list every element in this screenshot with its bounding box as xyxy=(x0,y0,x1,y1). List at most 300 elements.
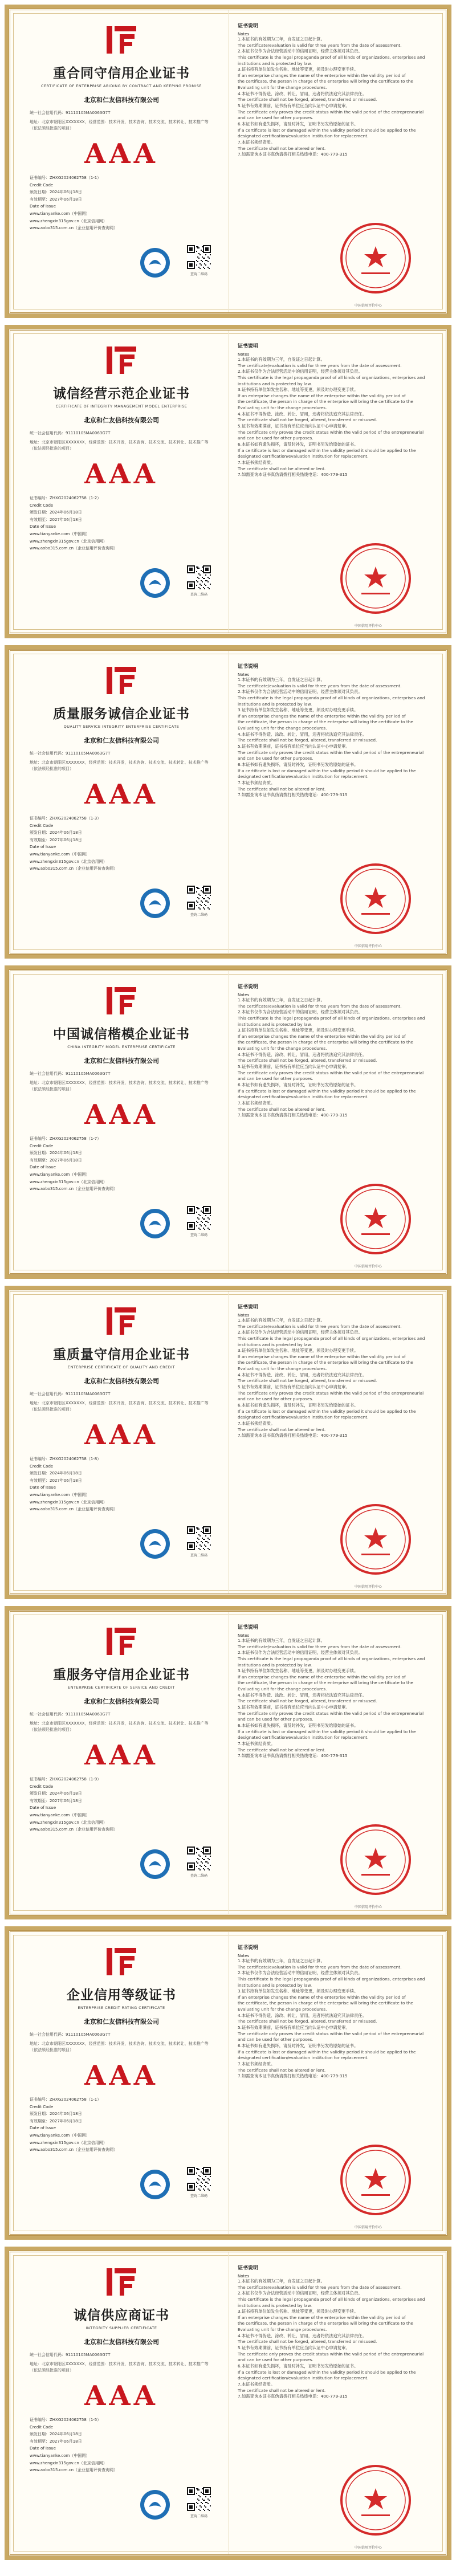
note-line: If an enterprise changes the name of the enterprise within the validity per iod of xyxy=(238,1354,406,1359)
info-line: Date of Issue xyxy=(30,524,56,529)
qr-code-icon xyxy=(187,886,211,910)
info-line: 有效期至：2027年06月18日 xyxy=(30,1157,82,1163)
note-line: If an enterprise changes the name of the enterprise within the validity per iod of xyxy=(238,1674,406,1680)
notes-label: Notes xyxy=(238,352,250,357)
note-line: 6.本证书如有遗失损坏，请及时补发，证明书另发给原始的证书。 xyxy=(238,2363,359,2369)
note-line: the certificate, the person in charge of the enterprise will bring the certificate to the xyxy=(238,1040,413,1045)
qr-label: 查询二维码 xyxy=(190,913,207,917)
info-line: www.aobo315.com.cn（企业信用评价查询网） xyxy=(30,1187,118,1192)
note-line: 3.证书持有单位如发生名称、地址等变更，须及时办理变更手续。 xyxy=(238,1028,359,1033)
certificate-notes xyxy=(228,2252,446,2554)
certificate-info xyxy=(30,1456,213,1513)
seal-icon xyxy=(139,567,171,599)
certificate-title: 诚信供应商证书 xyxy=(74,2308,169,2323)
qr-label: 查询二维码 xyxy=(190,1554,207,1558)
note-line: 7.如需查询本证书真伪请拨打相关热线电话：400-779-315 xyxy=(238,1112,348,1118)
certificate-frame xyxy=(9,1290,447,1595)
certificate-info xyxy=(30,1776,213,1833)
notes-title: 证书说明 xyxy=(238,984,259,990)
info-line: 有效期至：2027年06月18日 xyxy=(30,197,82,202)
info-line: 证书编号：ZHXG2024062758（1-1） xyxy=(30,176,101,180)
info-line: 颁发日期：2024年06月18日 xyxy=(30,2112,82,2117)
note-line: If a certificate is lost or damaged within the validity period it should be applied to the xyxy=(238,127,416,133)
info-line: 证书编号：ZHXG2024062758（1-8） xyxy=(30,1457,101,1461)
info-line: 有效期至：2027年06月18日 xyxy=(30,517,82,522)
qr-label: 查询二维码 xyxy=(190,593,207,597)
note-line: This certificate is the legal propaganda proof of all kinds of organizations, enterprises and institutions and is protected by law. xyxy=(238,1015,425,1027)
certificate-frame xyxy=(9,329,447,634)
note-line: 5.证书有效期满前，证书持有单位应当向认证中心申请复审。 xyxy=(238,103,350,109)
note-line: and can be used for other purposes. xyxy=(238,1396,314,1402)
certificate-subtitle: INTEGRITY SUPPLIER CERTIFICATE xyxy=(85,2326,157,2330)
certificate-frame xyxy=(9,1930,447,2236)
note-line: This certificate is the legal propaganda proof of all kinds of organizations, enterprises and institutions and is protected by law. xyxy=(238,1335,425,1347)
certificate-frame xyxy=(9,969,447,1275)
info-line: 颁发日期：2024年06月18日 xyxy=(30,1471,82,1476)
info-line: www.aobo315.com.cn（企业信用评价查询网） xyxy=(30,2468,118,2473)
note-line: If a certificate is lost or damaged within the validity period it should be applied to the xyxy=(238,1729,416,1734)
certificate-frame xyxy=(9,1610,447,1915)
notes-title: 证书说明 xyxy=(238,1945,259,1951)
note-line: The certificate shall not be forged, altered, transferred or misused. xyxy=(238,2019,377,2024)
certificate-title: 重服务守信用企业证书 xyxy=(53,1667,190,1682)
note-line: The certificate only proves the credit status within the valid period of the entrepreneurial xyxy=(238,1710,424,1716)
company-name: 北京和仁友信科技有限公司 xyxy=(84,1057,159,1065)
business-scope: 地址：北京市朝阳区XXXXXXX，经营范围：技术开发，技术咨询、技术交流、技术转让、技术推广等（依法须经批准的项目） xyxy=(30,2041,209,2052)
note-line: Evaluating unit for the change procedures. xyxy=(238,2327,327,2333)
certificate-front xyxy=(10,971,228,1273)
info-line: Credit Code xyxy=(30,1784,54,1789)
info-line: www.tianyanke.com（中国网） xyxy=(30,2133,90,2138)
certificate-info xyxy=(30,1135,213,1193)
qr-code-icon xyxy=(187,1206,211,1230)
note-line: 4.本证书不得伪造、涂改、转让、冒用，违者将依法追究其法律责任。 xyxy=(238,2012,367,2018)
info-line: www.tianyanke.com（中国网） xyxy=(30,531,90,536)
info-line: Credit Code xyxy=(30,2424,54,2430)
certificate-info xyxy=(30,174,213,232)
note-line: 3.证书持有单位如发生名称、地址等变更，须及时办理变更手续。 xyxy=(238,1988,359,1994)
note-line: 2.本证书仅作为合法经营活动中的信用证明，经营主体须对其负责。 xyxy=(238,689,363,695)
notes-title: 证书说明 xyxy=(238,1625,259,1631)
certificate-notes xyxy=(228,651,446,953)
note-line: the certificate, the person in charge of the enterprise will bring the certificate to the xyxy=(238,79,413,84)
notes-label: Notes xyxy=(238,1633,250,1638)
business-scope: 地址：北京市朝阳区XXXXXXX，经营范围：技术开发，技术咨询、技术交流、技术转让、技术推广等（依法须经批准的项目） xyxy=(30,1081,209,1091)
official-seal-icon xyxy=(339,541,413,616)
company-name: 北京和仁友信科技有限公司 xyxy=(84,96,159,104)
certificate-subtitle: ENTERPRISE CERTIFICATE OF QUALITY AND CREDIT xyxy=(67,1365,176,1369)
note-line: 4.本证书不得伪造、涂改、转让、冒用，违者将依法追究其法律责任。 xyxy=(238,2333,367,2338)
info-line: www.tianyanke.com（中国网） xyxy=(30,851,90,857)
company-name: 北京和仁友信科技有限公司 xyxy=(84,1377,159,1385)
company-name: 北京和仁友信科技有限公司 xyxy=(84,1698,159,1705)
info-line: Credit Code xyxy=(30,2104,54,2109)
notes-label: Notes xyxy=(238,1313,250,1318)
info-line: 颁发日期：2024年06月18日 xyxy=(30,830,82,835)
notes-body xyxy=(238,677,429,798)
cert-logo-icon xyxy=(104,984,139,1018)
note-line: 1.本证书的有效期为三年，自发证之日起计算。 xyxy=(238,2279,325,2284)
notes-body xyxy=(238,1638,429,1759)
certificate-title: 企业信用等级证书 xyxy=(67,1987,176,2003)
company-name: 北京和仁友信科技有限公司 xyxy=(84,2338,159,2346)
note-line: This certificate is the legal propaganda proof of all kinds of organizations, enterprises and institutions and is protected by law. xyxy=(238,695,425,707)
certificate-frame xyxy=(9,9,447,314)
notes-body xyxy=(238,357,429,478)
certificate-info xyxy=(30,815,213,873)
info-line: Date of Issue xyxy=(30,1805,56,1811)
info-line: Credit Code xyxy=(30,823,54,828)
credit-code: 统一社会信用代码：91110105MA0063G7T xyxy=(30,2032,111,2037)
notes-title: 证书说明 xyxy=(238,1305,259,1310)
note-line: 6.本证书如有遗失损坏，请及时补发，证明书另发给原始的证书。 xyxy=(238,2043,359,2048)
note-line: The certificate only proves the credit status within the valid period of the entrepreneurial xyxy=(238,749,424,755)
note-line: The certificate shall not be altered or lent. xyxy=(238,1747,326,1752)
note-line: The certificate/evaluation is valid for three years from the date of assessment. xyxy=(238,683,402,688)
qr-code-icon xyxy=(187,2487,211,2511)
business-scope: 地址：北京市朝阳区XXXXXXX，经营范围：技术开发，技术咨询、技术交流、技术转让、技术推广等（依法须经批准的项目） xyxy=(30,2362,209,2373)
info-line: www.aobo315.com.cn（企业信用评价查询网） xyxy=(30,866,118,871)
note-line: 7.本证书须经资质。 xyxy=(238,2061,275,2066)
note-line: 2.本证书仅作为合法经营活动中的信用证明，经营主体须对其负责。 xyxy=(238,369,363,374)
note-line: designated certification/evaluation institution for replacement. xyxy=(238,774,369,780)
seal-icon xyxy=(139,1528,171,1560)
certificate-frame xyxy=(9,649,447,955)
rating-aaa: AAA xyxy=(84,1099,158,1131)
note-line: 4.本证书不得伪造、涂改、转让、冒用，违者将依法追究其法律责任。 xyxy=(238,731,367,737)
cert-logo-icon xyxy=(104,1945,139,1979)
note-line: If an enterprise changes the name of the enterprise within the validity per iod of xyxy=(238,713,406,719)
credit-code: 统一社会信用代码：91110105MA0063G7T xyxy=(30,431,111,435)
certificate-front xyxy=(10,10,228,312)
business-scope: 地址：北京市朝阳区XXXXXXX，经营范围：技术开发，技术咨询、技术交流、技术转让、技术推广等（依法须经批准的项目） xyxy=(30,1401,209,1412)
certificate-notes xyxy=(228,971,446,1273)
note-line: The certificate/evaluation is valid for three years from the date of assessment. xyxy=(238,1003,402,1009)
note-line: 7.本证书须经资质。 xyxy=(238,459,275,465)
certificate xyxy=(5,1286,451,1599)
info-line: 有效期至：2027年06月18日 xyxy=(30,2439,82,2444)
note-line: 3.证书持有单位如发生名称、地址等变更，须及时办理变更手续。 xyxy=(238,67,359,72)
info-line: www.tianyanke.com（中国网） xyxy=(30,1812,90,1817)
note-line: The certificate/evaluation is valid for three years from the date of assessment. xyxy=(238,362,402,368)
certificate xyxy=(5,1606,451,1919)
notes-title: 证书说明 xyxy=(238,344,259,349)
note-line: 7.本证书须经资质。 xyxy=(238,1100,275,1106)
notes-label: Notes xyxy=(238,672,250,677)
note-line: If an enterprise changes the name of the enterprise within the validity per iod of xyxy=(238,2314,406,2320)
qr-label: 查询二维码 xyxy=(190,272,207,276)
info-line: 颁发日期：2024年06月18日 xyxy=(30,2432,82,2437)
info-line: www.zhengxin315gov.cn（北京信用网） xyxy=(30,1179,107,1184)
certificate xyxy=(5,325,451,638)
issuer-name: 中国信用评价中心 xyxy=(354,1905,382,1909)
note-line: The certificate shall not be forged, altered, transferred or misused. xyxy=(238,1378,377,1384)
note-line: The certificate only proves the credit status within the valid period of the entrepreneurial xyxy=(238,2351,424,2357)
note-line: The certificate shall not be forged, altered, transferred or misused. xyxy=(238,1058,377,1063)
issuer-name: 中国信用评价中心 xyxy=(354,944,382,948)
info-line: www.zhengxin315gov.cn（北京信用网） xyxy=(30,1499,107,1505)
qr-label: 查询二维码 xyxy=(190,1874,207,1878)
info-line: Date of Issue xyxy=(30,1485,56,1490)
note-line: designated certification/evaluation institution for replacement. xyxy=(238,454,369,459)
certificate xyxy=(5,1926,451,2240)
note-line: 4.本证书不得伪造、涂改、转让、冒用，违者将依法追究其法律责任。 xyxy=(238,91,367,96)
note-line: 5.证书有效期满前，证书持有单位应当向认证中心申请复审。 xyxy=(238,2025,350,2031)
note-line: This certificate is the legal propaganda proof of all kinds of organizations, enterprises and institutions and is protected by law. xyxy=(238,2296,425,2308)
info-line: www.zhengxin315gov.cn（北京信用网） xyxy=(30,218,107,223)
certificate-notes xyxy=(228,1291,446,1593)
note-line: The certificate shall not be altered or lent. xyxy=(238,786,326,792)
qr-code-icon xyxy=(187,1847,211,1870)
official-seal-icon xyxy=(339,221,413,295)
notes-body xyxy=(238,36,429,158)
note-line: designated certification/evaluation institution for replacement. xyxy=(238,1735,369,1741)
info-line: 证书编号：ZHXG2024062758（1-5） xyxy=(30,2418,101,2422)
note-line: 6.本证书如有遗失损坏，请及时补发，证明书另发给原始的证书。 xyxy=(238,121,359,127)
info-line: www.zhengxin315gov.cn（北京信用网） xyxy=(30,539,107,544)
seal-icon xyxy=(139,1848,171,1880)
certificate-title: 重质量守信用企业证书 xyxy=(53,1347,190,1362)
note-line: 2.本证书仅作为合法经营活动中的信用证明，经营主体须对其负责。 xyxy=(238,2290,363,2296)
certificate-front xyxy=(10,1291,228,1593)
note-line: 3.证书持有单位如发生名称、地址等变更，须及时办理变更手续。 xyxy=(238,707,359,713)
rating-aaa: AAA xyxy=(84,1419,158,1451)
note-line: The certificate shall not be altered or lent. xyxy=(238,2067,326,2073)
certificate xyxy=(5,645,451,959)
info-line: www.zhengxin315gov.cn（北京信用网） xyxy=(30,2460,107,2465)
notes-title: 证书说明 xyxy=(238,23,259,29)
certificate-front xyxy=(10,651,228,953)
note-line: 2.本证书仅作为合法经营活动中的信用证明，经营主体须对其负责。 xyxy=(238,1009,363,1015)
note-line: 7.如需查询本证书真伪请拨打相关热线电话：400-779-315 xyxy=(238,152,348,157)
credit-code: 统一社会信用代码：91110105MA0063G7T xyxy=(30,111,111,115)
issuer-name: 中国信用评价中心 xyxy=(354,2226,382,2229)
note-line: This certificate is the legal propaganda proof of all kinds of organizations, enterprises and institutions and is protected by law. xyxy=(238,374,425,386)
note-line: the certificate, the person in charge of the enterprise will bring the certificate to the xyxy=(238,719,413,725)
note-line: designated certification/evaluation institution for replacement. xyxy=(238,1415,369,1420)
note-line: designated certification/evaluation institution for replacement. xyxy=(238,1094,369,1100)
certificate-subtitle: CERTIFICATE OF ENTERPRISE ABIDING BY CONTRACT AND KEEPING PROMISE xyxy=(41,84,202,88)
note-line: 1.本证书的有效期为三年，自发证之日起计算。 xyxy=(238,357,325,362)
note-line: 7.如需查询本证书真伪请拨打相关热线电话：400-779-315 xyxy=(238,2073,348,2079)
note-line: 7.如需查询本证书真伪请拨打相关热线电话：400-779-315 xyxy=(238,2394,348,2399)
qr-code-icon xyxy=(187,565,211,589)
note-line: the certificate, the person in charge of the enterprise will bring the certificate to the xyxy=(238,2000,413,2006)
note-line: 7.本证书须经资质。 xyxy=(238,2381,275,2387)
note-line: and can be used for other purposes. xyxy=(238,115,314,121)
certificate-subtitle: CERTIFICATE OF INTEGRITY MANAGEMENT MODEL ENTERPRISE xyxy=(55,404,188,409)
info-line: Date of Issue xyxy=(30,204,56,209)
note-line: Evaluating unit for the change procedures. xyxy=(238,405,327,411)
info-line: www.tianyanke.com（中国网） xyxy=(30,211,90,216)
note-line: 7.本证书须经资质。 xyxy=(238,780,275,785)
official-seal-icon xyxy=(339,2143,413,2217)
certificate-notes xyxy=(228,1932,446,2234)
note-line: 6.本证书如有遗失损坏，请及时补发，证明书另发给原始的证书。 xyxy=(238,761,359,767)
notes-body xyxy=(238,1958,429,2080)
rating-aaa: AAA xyxy=(84,138,158,170)
note-line: The certificate shall not be forged, altered, transferred or misused. xyxy=(238,737,377,743)
note-line: 7.如需查询本证书真伪请拨打相关热线电话：400-779-315 xyxy=(238,792,348,798)
certificate-subtitle: CHINA INTEGRITY MODEL ENTERPRISE CERTIFICATE xyxy=(67,1045,176,1049)
info-line: www.tianyanke.com（中国网） xyxy=(30,1492,90,1497)
note-line: 7.如需查询本证书真伪请拨打相关热线电话：400-779-315 xyxy=(238,1433,348,1438)
certificate-title: 重合同守信用企业证书 xyxy=(53,66,190,81)
note-line: and can be used for other purposes. xyxy=(238,1717,314,1722)
note-line: the certificate, the person in charge of the enterprise will bring the certificate to the xyxy=(238,2321,413,2326)
note-line: 5.证书有效期满前，证书持有单位应当向认证中心申请复审。 xyxy=(238,423,350,429)
notes-body xyxy=(238,997,429,1119)
info-line: Date of Issue xyxy=(30,2126,56,2131)
certificate xyxy=(5,965,451,1279)
note-line: 3.证书持有单位如发生名称、地址等变更，须及时办理变更手续。 xyxy=(238,1348,359,1354)
info-line: 证书编号：ZHXG2024062758（1-1） xyxy=(30,2097,101,2102)
certificate-notes xyxy=(228,10,446,312)
note-line: 4.本证书不得伪造、涂改、转让、冒用，违者将依法追究其法律责任。 xyxy=(238,411,367,417)
note-line: This certificate is the legal propaganda proof of all kinds of organizations, enterprises and institutions and is protected by law. xyxy=(238,1656,425,1668)
note-line: The certificate shall not be altered or lent. xyxy=(238,145,326,151)
note-line: 4.本证书不得伪造、涂改、转让、冒用，违者将依法追究其法律责任。 xyxy=(238,1692,367,1698)
note-line: 6.本证书如有遗失损坏，请及时补发，证明书另发给原始的证书。 xyxy=(238,441,359,447)
business-scope: 地址：北京市朝阳区XXXXXXX，经营范围：技术开发，技术咨询、技术交流、技术转让、技术推广等（依法须经批准的项目） xyxy=(30,1721,209,1732)
info-line: Credit Code xyxy=(30,1464,54,1469)
notes-label: Notes xyxy=(238,1954,250,1958)
note-line: If a certificate is lost or damaged within the validity period it should be applied to the xyxy=(238,2049,416,2055)
note-line: The certificate shall not be altered or lent. xyxy=(238,466,326,471)
note-line: 1.本证书的有效期为三年，自发证之日起计算。 xyxy=(238,36,325,42)
credit-code: 统一社会信用代码：91110105MA0063G7T xyxy=(30,2353,111,2357)
company-name: 北京和仁友信科技有限公司 xyxy=(84,737,159,744)
note-line: 6.本证书如有遗失损坏，请及时补发，证明书另发给原始的证书。 xyxy=(238,1082,359,1087)
note-line: 2.本证书仅作为合法经营活动中的信用证明，经营主体须对其负责。 xyxy=(238,1970,363,1976)
note-line: 4.本证书不得伪造、涂改、转让、冒用，违者将依法追究其法律责任。 xyxy=(238,1372,367,1377)
certificate-front xyxy=(10,1612,228,1914)
notes-title: 证书说明 xyxy=(238,664,259,670)
info-line: Credit Code xyxy=(30,1143,54,1148)
note-line: and can be used for other purposes. xyxy=(238,1076,314,1082)
note-line: 1.本证书的有效期为三年，自发证之日起计算。 xyxy=(238,1638,325,1643)
business-scope: 地址：北京市朝阳区XXXXXXX，经营范围：技术开发，技术咨询、技术交流、技术转让、技术推广等（依法须经批准的项目） xyxy=(30,120,209,131)
seal-icon xyxy=(139,2169,171,2200)
notes-body xyxy=(238,1318,429,1439)
note-line: 1.本证书的有效期为三年，自发证之日起计算。 xyxy=(238,677,325,682)
note-line: designated certification/evaluation institution for replacement. xyxy=(238,133,369,139)
issuer-name: 中国信用评价中心 xyxy=(354,624,382,628)
note-line: If an enterprise changes the name of the enterprise within the validity per iod of xyxy=(238,72,406,78)
info-line: 有效期至：2027年06月18日 xyxy=(30,837,82,842)
info-line: www.aobo315.com.cn（企业信用评价查询网） xyxy=(30,1507,118,1512)
note-line: The certificate/evaluation is valid for three years from the date of assessment. xyxy=(238,42,402,48)
official-seal-icon xyxy=(339,2463,413,2537)
note-line: If a certificate is lost or damaged within the validity period it should be applied to the xyxy=(238,1088,416,1094)
cert-logo-icon xyxy=(104,1624,139,1658)
qr-code-icon xyxy=(187,2167,211,2191)
seal-icon xyxy=(139,2489,171,2521)
note-line: 3.证书持有单位如发生名称、地址等变更，须及时办理变更手续。 xyxy=(238,387,359,393)
info-line: 证书编号：ZHXG2024062758（1-2） xyxy=(30,496,101,500)
info-line: www.zhengxin315gov.cn（北京信用网） xyxy=(30,1820,107,1825)
qr-code-icon xyxy=(187,245,211,269)
certificate-info xyxy=(30,2096,213,2154)
credit-code: 统一社会信用代码：91110105MA0063G7T xyxy=(30,1392,111,1396)
note-line: Evaluating unit for the change procedures. xyxy=(238,725,327,731)
note-line: The certificate only proves the credit status within the valid period of the entrepreneurial xyxy=(238,109,424,115)
credit-code: 统一社会信用代码：91110105MA0063G7T xyxy=(30,751,111,756)
rating-aaa: AAA xyxy=(84,2380,158,2412)
info-line: Date of Issue xyxy=(30,2446,56,2451)
credit-code: 统一社会信用代码：91110105MA0063G7T xyxy=(30,1712,111,1717)
note-line: designated certification/evaluation institution for replacement. xyxy=(238,2055,369,2061)
issuer-name: 中国信用评价中心 xyxy=(354,304,382,308)
note-line: Evaluating unit for the change procedures. xyxy=(238,85,327,91)
note-line: and can be used for other purposes. xyxy=(238,2037,314,2043)
notes-body xyxy=(238,2279,429,2400)
certificate-front xyxy=(10,1932,228,2234)
note-line: 7.本证书须经资质。 xyxy=(238,139,275,145)
note-line: The certificate shall not be forged, altered, transferred or misused. xyxy=(238,1698,377,1704)
official-seal-icon xyxy=(339,862,413,936)
note-line: The certificate only proves the credit status within the valid period of the entrepreneurial xyxy=(238,1070,424,1075)
note-line: This certificate is the legal propaganda proof of all kinds of organizations, enterprises and institutions and is protected by law. xyxy=(238,54,425,66)
info-line: 有效期至：2027年06月18日 xyxy=(30,1798,82,1803)
note-line: 7.如需查询本证书真伪请拨打相关热线电话：400-779-315 xyxy=(238,472,348,478)
note-line: 7.如需查询本证书真伪请拨打相关热线电话：400-779-315 xyxy=(238,1753,348,1759)
note-line: The certificate only proves the credit status within the valid period of the entrepreneurial xyxy=(238,1390,424,1396)
note-line: 5.证书有效期满前，证书持有单位应当向认证中心申请复审。 xyxy=(238,1384,350,1390)
notes-label: Notes xyxy=(238,32,250,36)
note-line: 1.本证书的有效期为三年，自发证之日起计算。 xyxy=(238,1318,325,1323)
cert-logo-icon xyxy=(104,663,139,698)
note-line: and can be used for other purposes. xyxy=(238,756,314,761)
cert-logo-icon xyxy=(104,2265,139,2299)
certificate xyxy=(5,2247,451,2560)
qr-code-icon xyxy=(187,1526,211,1550)
certificate-frame xyxy=(9,2251,447,2556)
company-name: 北京和仁友信科技有限公司 xyxy=(84,2018,159,2025)
seal-icon xyxy=(139,887,171,919)
note-line: 2.本证书仅作为合法经营活动中的信用证明，经营主体须对其负责。 xyxy=(238,48,363,54)
info-line: 有效期至：2027年06月18日 xyxy=(30,2118,82,2123)
certificate-title: 质量服务诚信企业证书 xyxy=(53,706,190,722)
info-line: www.aobo315.com.cn（企业信用评价查询网） xyxy=(30,2147,118,2153)
note-line: Evaluating unit for the change procedures. xyxy=(238,1686,327,1692)
note-line: The certificate shall not be altered or lent. xyxy=(238,1426,326,1432)
info-line: 证书编号：ZHXG2024062758（1-3） xyxy=(30,816,101,821)
official-seal-icon xyxy=(339,1502,413,1576)
note-line: the certificate, the person in charge of the enterprise will bring the certificate to the xyxy=(238,1680,413,1686)
note-line: The certificate/evaluation is valid for three years from the date of assessment. xyxy=(238,1323,402,1329)
note-line: The certificate shall not be forged, altered, transferred or misused. xyxy=(238,97,377,103)
info-line: www.aobo315.com.cn（企业信用评价查询网） xyxy=(30,226,118,231)
info-line: www.tianyanke.com（中国网） xyxy=(30,2453,90,2458)
note-line: The certificate only proves the credit status within the valid period of the entrepreneurial xyxy=(238,2031,424,2036)
note-line: 3.证书持有单位如发生名称、地址等变更，须及时办理变更手续。 xyxy=(238,1668,359,1674)
certificate-info xyxy=(30,2416,213,2474)
seal-icon xyxy=(139,1208,171,1240)
note-line: If a certificate is lost or damaged within the validity period it should be applied to the xyxy=(238,447,416,453)
cert-logo-icon xyxy=(104,23,139,57)
info-line: www.zhengxin315gov.cn（北京信用网） xyxy=(30,859,107,864)
note-line: 6.本证书如有遗失损坏，请及时补发，证明书另发给原始的证书。 xyxy=(238,1722,359,1728)
note-line: 1.本证书的有效期为三年，自发证之日起计算。 xyxy=(238,997,325,1002)
info-line: 颁发日期：2024年06月18日 xyxy=(30,510,82,515)
note-line: The certificate shall not be altered or lent. xyxy=(238,1106,326,1112)
note-line: 4.本证书不得伪造、涂改、转让、冒用，违者将依法追究其法律责任。 xyxy=(238,1051,367,1057)
notes-label: Notes xyxy=(238,2274,250,2279)
info-line: 颁发日期：2024年06月18日 xyxy=(30,1151,82,1156)
certificate-subtitle: ENTERPRISE CREDIT RATING CERTIFICATE xyxy=(78,2006,165,2010)
official-seal-icon xyxy=(339,1182,413,1256)
